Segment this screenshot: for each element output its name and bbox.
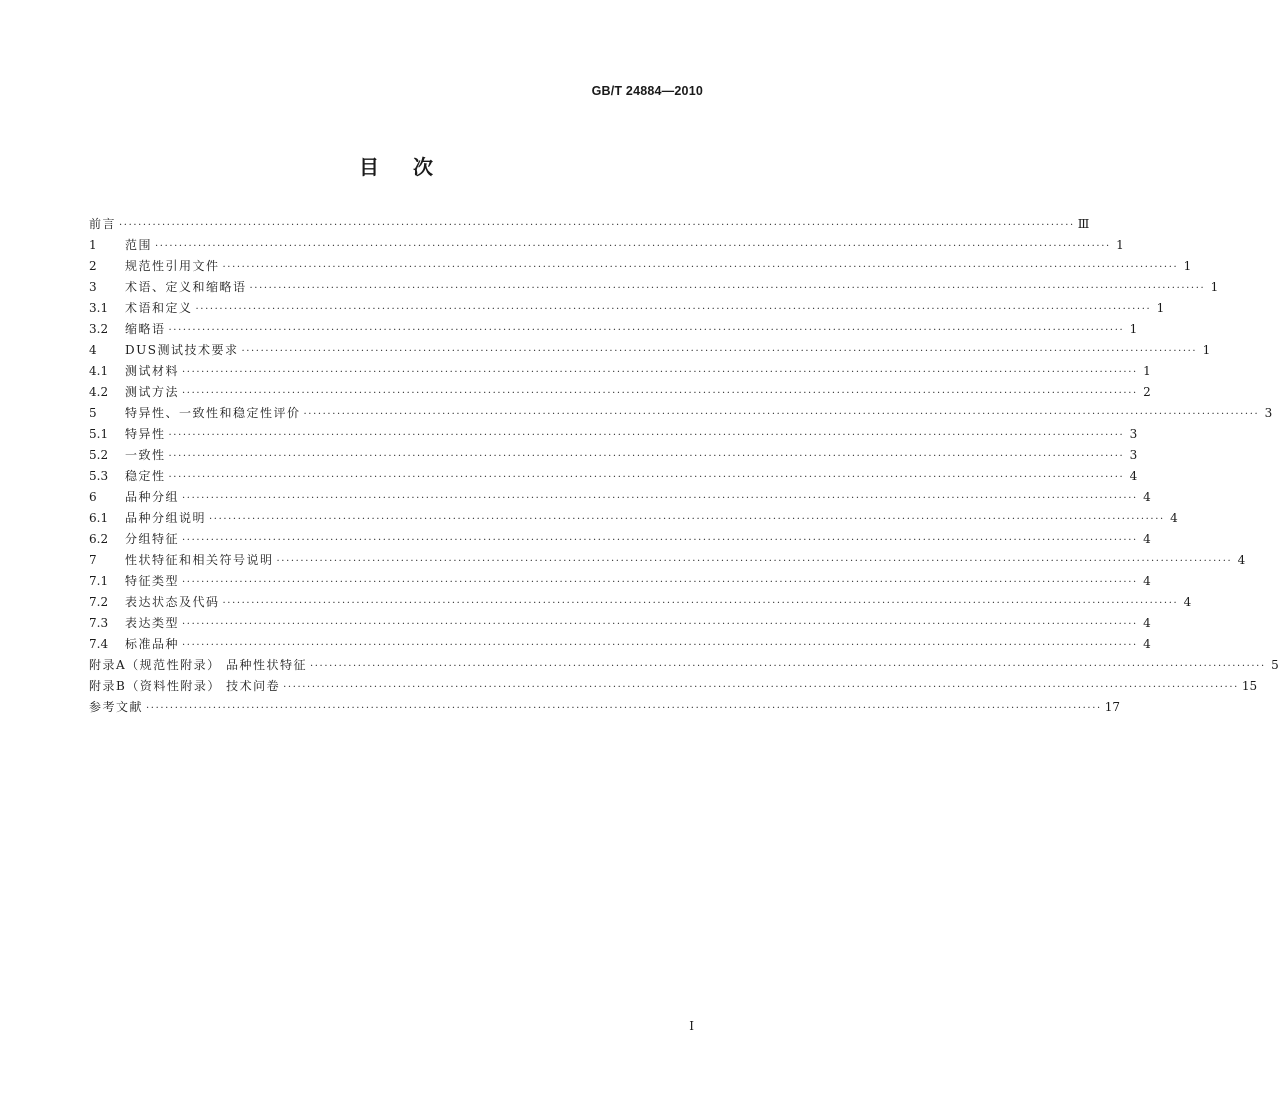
- toc-leader-dots: ········································································································································································································: [182, 388, 1138, 399]
- toc-entry-page: 1: [1210, 280, 1219, 294]
- toc-entry-number: 4: [89, 343, 97, 357]
- toc-entry[interactable]: [89, 697, 1121, 718]
- toc-leader-dots: ········································································································································································································: [303, 409, 1260, 420]
- toc-leader-dots: ········································································································································································································: [182, 493, 1138, 504]
- toc-entry-number: 5.3: [89, 469, 109, 483]
- toc-entry-page: 5: [1271, 658, 1279, 672]
- toc-leader-dots: ········································································································································································································: [222, 262, 1179, 273]
- toc-entry-page: 1: [1129, 322, 1138, 336]
- toc-leader-dots: ········································································································································································································: [182, 535, 1138, 546]
- toc-entry-label: 性状特征和相关符号说明: [125, 553, 274, 567]
- toc-entry-page: 3: [1264, 406, 1273, 420]
- toc-entry-page: 1: [1202, 343, 1211, 357]
- toc-entry-page: 4: [1183, 595, 1192, 609]
- toc-entry-number: 3: [89, 280, 97, 294]
- toc-entry-number: 7.3: [89, 616, 109, 630]
- toc-entry-label: 表达类型: [125, 616, 180, 630]
- toc-entry-label: 标准品种: [125, 637, 180, 651]
- toc-entry-number: 5: [89, 406, 97, 420]
- toc-entry[interactable]: [89, 466, 1138, 487]
- toc-entry[interactable]: [89, 256, 1192, 277]
- toc-leader-dots: ········································································································································································································: [168, 472, 1125, 483]
- toc-entry-number: 5.1: [89, 427, 109, 441]
- toc-entry-label: 参考文献: [89, 700, 144, 714]
- toc-leader-dots: ········································································································································································································: [146, 703, 1102, 714]
- toc-entry[interactable]: [89, 403, 1273, 424]
- toc-leader-dots: ········································································································································································································: [195, 304, 1152, 315]
- toc-entry-label: 一致性: [125, 448, 166, 462]
- toc-entry-number: 7: [89, 553, 97, 567]
- toc-leader-dots: ········································································································································································································: [168, 451, 1125, 462]
- toc-leader-dots: ········································································································································································································: [309, 661, 1266, 672]
- toc-entry-label: 分组特征: [125, 532, 180, 546]
- toc-entry-label: DUS测试技术要求: [125, 343, 239, 357]
- toc-entry-label: 测试方法: [125, 385, 180, 399]
- toc-entry-page: 4: [1170, 511, 1178, 525]
- toc-entry-label: 前言: [89, 217, 117, 231]
- toc-entry-number: 2: [89, 259, 97, 273]
- toc-entry[interactable]: [89, 592, 1192, 613]
- toc-entry[interactable]: [89, 235, 1124, 256]
- toc-entry-number: 5.2: [89, 448, 109, 462]
- toc-entry-number: 7.1: [89, 574, 109, 588]
- toc-entry-number: 6: [89, 490, 97, 504]
- toc-entry[interactable]: [89, 676, 1258, 697]
- toc-leader-dots: ········································································································································································································: [182, 577, 1138, 588]
- toc-entry-number: 3.1: [89, 301, 109, 315]
- toc-leader-dots: ········································································································································································································: [276, 556, 1233, 567]
- toc-entry-label: 特异性、一致性和稳定性评价: [125, 406, 301, 420]
- toc-entry-page: 1: [1156, 301, 1165, 315]
- toc-entry[interactable]: [89, 529, 1151, 550]
- toc-leader-dots: ········································································································································································································: [283, 682, 1239, 693]
- toc-leader-dots: ········································································································································································································: [222, 598, 1179, 609]
- page-title: 目次: [359, 155, 467, 179]
- toc-entry-label: 稳定性: [125, 469, 166, 483]
- toc-entry[interactable]: [89, 613, 1151, 634]
- toc-entry[interactable]: [89, 424, 1138, 445]
- toc-entry-page: 4: [1143, 637, 1151, 651]
- toc-entry-label: 测试材料: [125, 364, 180, 378]
- toc-entry-page: 2: [1143, 385, 1151, 399]
- toc-leader-dots: ········································································································································································································: [168, 325, 1125, 336]
- toc-entry[interactable]: [89, 634, 1151, 655]
- toc-entry-page: 4: [1129, 469, 1138, 483]
- toc-entry[interactable]: [89, 214, 1090, 235]
- toc-entry-page: 4: [1143, 490, 1151, 504]
- toc-entry[interactable]: [89, 487, 1151, 508]
- toc-entry[interactable]: [89, 382, 1151, 403]
- toc-entry-number: 7.4: [89, 637, 109, 651]
- toc-entry[interactable]: [89, 277, 1219, 298]
- toc-entry-page: 3: [1129, 448, 1138, 462]
- toc-entry-label: 附录B（资料性附录） 技术问卷: [89, 679, 281, 693]
- toc-entry-label: 特征类型: [125, 574, 180, 588]
- toc-leader-dots: ········································································································································································································: [182, 640, 1138, 651]
- toc-leader-dots: ········································································································································································································: [155, 241, 1111, 252]
- toc-entry[interactable]: [89, 571, 1151, 592]
- toc-entry-page: Ⅲ: [1077, 217, 1090, 231]
- toc-entry-label: 范围: [125, 238, 153, 252]
- toc-entry[interactable]: [89, 550, 1246, 571]
- toc-leader-dots: ········································································································································································································: [249, 283, 1206, 294]
- toc-entry-label: 表达状态及代码: [125, 595, 220, 609]
- toc-entry-page: 1: [1116, 238, 1124, 252]
- toc-leader-dots: ········································································································································································································: [182, 367, 1138, 378]
- toc-leader-dots: ········································································································································································································: [182, 619, 1138, 630]
- toc-entry-label: 品种分组说明: [125, 511, 207, 525]
- toc-entry[interactable]: [89, 319, 1138, 340]
- page-number: I: [689, 1019, 694, 1033]
- toc-entry-label: 品种分组: [125, 490, 180, 504]
- table-of-contents: [89, 214, 1279, 718]
- toc-entry-page: 4: [1143, 616, 1151, 630]
- toc-entry-number: 4.1: [89, 364, 109, 378]
- toc-entry-number: 3.2: [89, 322, 109, 336]
- toc-entry[interactable]: [89, 655, 1279, 676]
- toc-leader-dots: ········································································································································································································: [119, 220, 1075, 231]
- toc-entry-page: 4: [1143, 532, 1151, 546]
- toc-entry-page: 4: [1237, 553, 1246, 567]
- toc-entry-page: 17: [1104, 700, 1121, 714]
- toc-entry-number: 4.2: [89, 385, 109, 399]
- toc-entry[interactable]: [89, 361, 1151, 382]
- toc-leader-dots: ········································································································································································································: [168, 430, 1125, 441]
- toc-entry-page: 4: [1143, 574, 1151, 588]
- toc-entry-label: 术语和定义: [125, 301, 193, 315]
- standard-number: GB/T 24884—2010: [591, 84, 703, 98]
- toc-entry-label: 附录A（规范性附录） 品种性状特征: [89, 658, 307, 672]
- toc-leader-dots: ········································································································································································································: [241, 346, 1198, 357]
- toc-entry-label: 术语、定义和缩略语: [125, 280, 247, 294]
- toc-entry-label: 规范性引用文件: [125, 259, 220, 273]
- toc-entry-number: 6.1: [89, 511, 109, 525]
- toc-leader-dots: ········································································································································································································: [209, 514, 1165, 525]
- toc-entry-number: 1: [89, 238, 97, 252]
- toc-entry-number: 6.2: [89, 532, 109, 546]
- toc-entry-page: 1: [1183, 259, 1192, 273]
- toc-entry[interactable]: [89, 298, 1165, 319]
- toc-entry[interactable]: [89, 340, 1211, 361]
- toc-entry[interactable]: [89, 508, 1178, 529]
- toc-entry[interactable]: [89, 445, 1138, 466]
- toc-entry-label: 特异性: [125, 427, 166, 441]
- toc-entry-page: 1: [1143, 364, 1151, 378]
- toc-entry-page: 3: [1129, 427, 1138, 441]
- toc-entry-label: 缩略语: [125, 322, 166, 336]
- toc-entry-number: 7.2: [89, 595, 109, 609]
- toc-entry-page: 15: [1241, 679, 1258, 693]
